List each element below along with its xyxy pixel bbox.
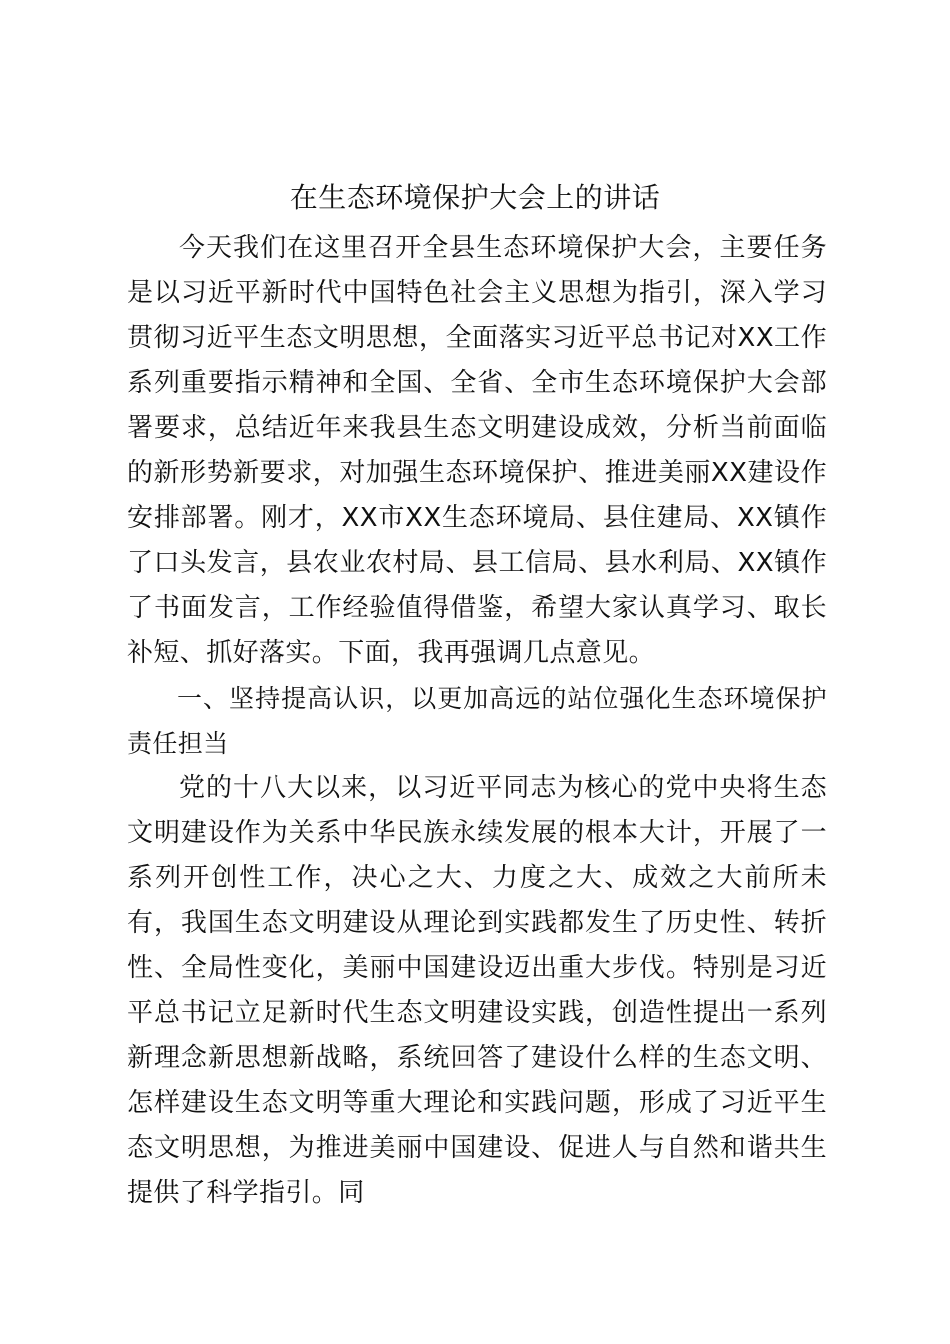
- document-title: 在生态环境保护大会上的讲话: [289, 181, 661, 214]
- document-body: [127, 226, 827, 1216]
- paragraph-section-1: 党的十八大以来，以习近平同志为核心的党中央将生态文明建设作为关系中华民族永续发展的根本大计，开展了一系列开创性工作，决心之大、力度之大、成效之大前所未有，我国生态文明建设从理论到实践都发生了历史性、转折性、全局性变化，美丽中国建设迈出重大步伐。特别是习近平总书记立足新时代生态文明建设实践，创造性提出一系列新理念新思想新战略，系统回答了建设什么样的生态文明、怎样建设生态文明等重大理论和实践问题，形成了习近平生态文明思想，为推进美丽中国建设、促进人与自然和谐共生提供了科学指引。同: [127, 773, 827, 1208]
- paragraph-intro: 今天我们在这里召开全县生态环境保护大会，主要任务是以习近平新时代中国特色社会主义思想为指引，深入学习贯彻习近平生态文明思想，全面落实习近平总书记对XX工作系列重要指示精神和全国、全省、全市生态环境保护大会部署要求，总结近年来我县生态文明建设成效，分析当前面临的新形势新要求，对加强生态环境保护、推进美丽XX建设作安排部署。刚才，XX市XX生态环境局、县住建局、XX镇作了口头发言，县农业农村局、县工信局、县水利局、XX镇作了书面发言，工作经验值得借鉴，希望大家认真学习、取长补短、抓好落实。下面，我再强调几点意见。: [127, 233, 827, 668]
- section-heading-1: 一、坚持提高认识，以更加高远的站位强化生态环境保护责任担当: [127, 684, 827, 758]
